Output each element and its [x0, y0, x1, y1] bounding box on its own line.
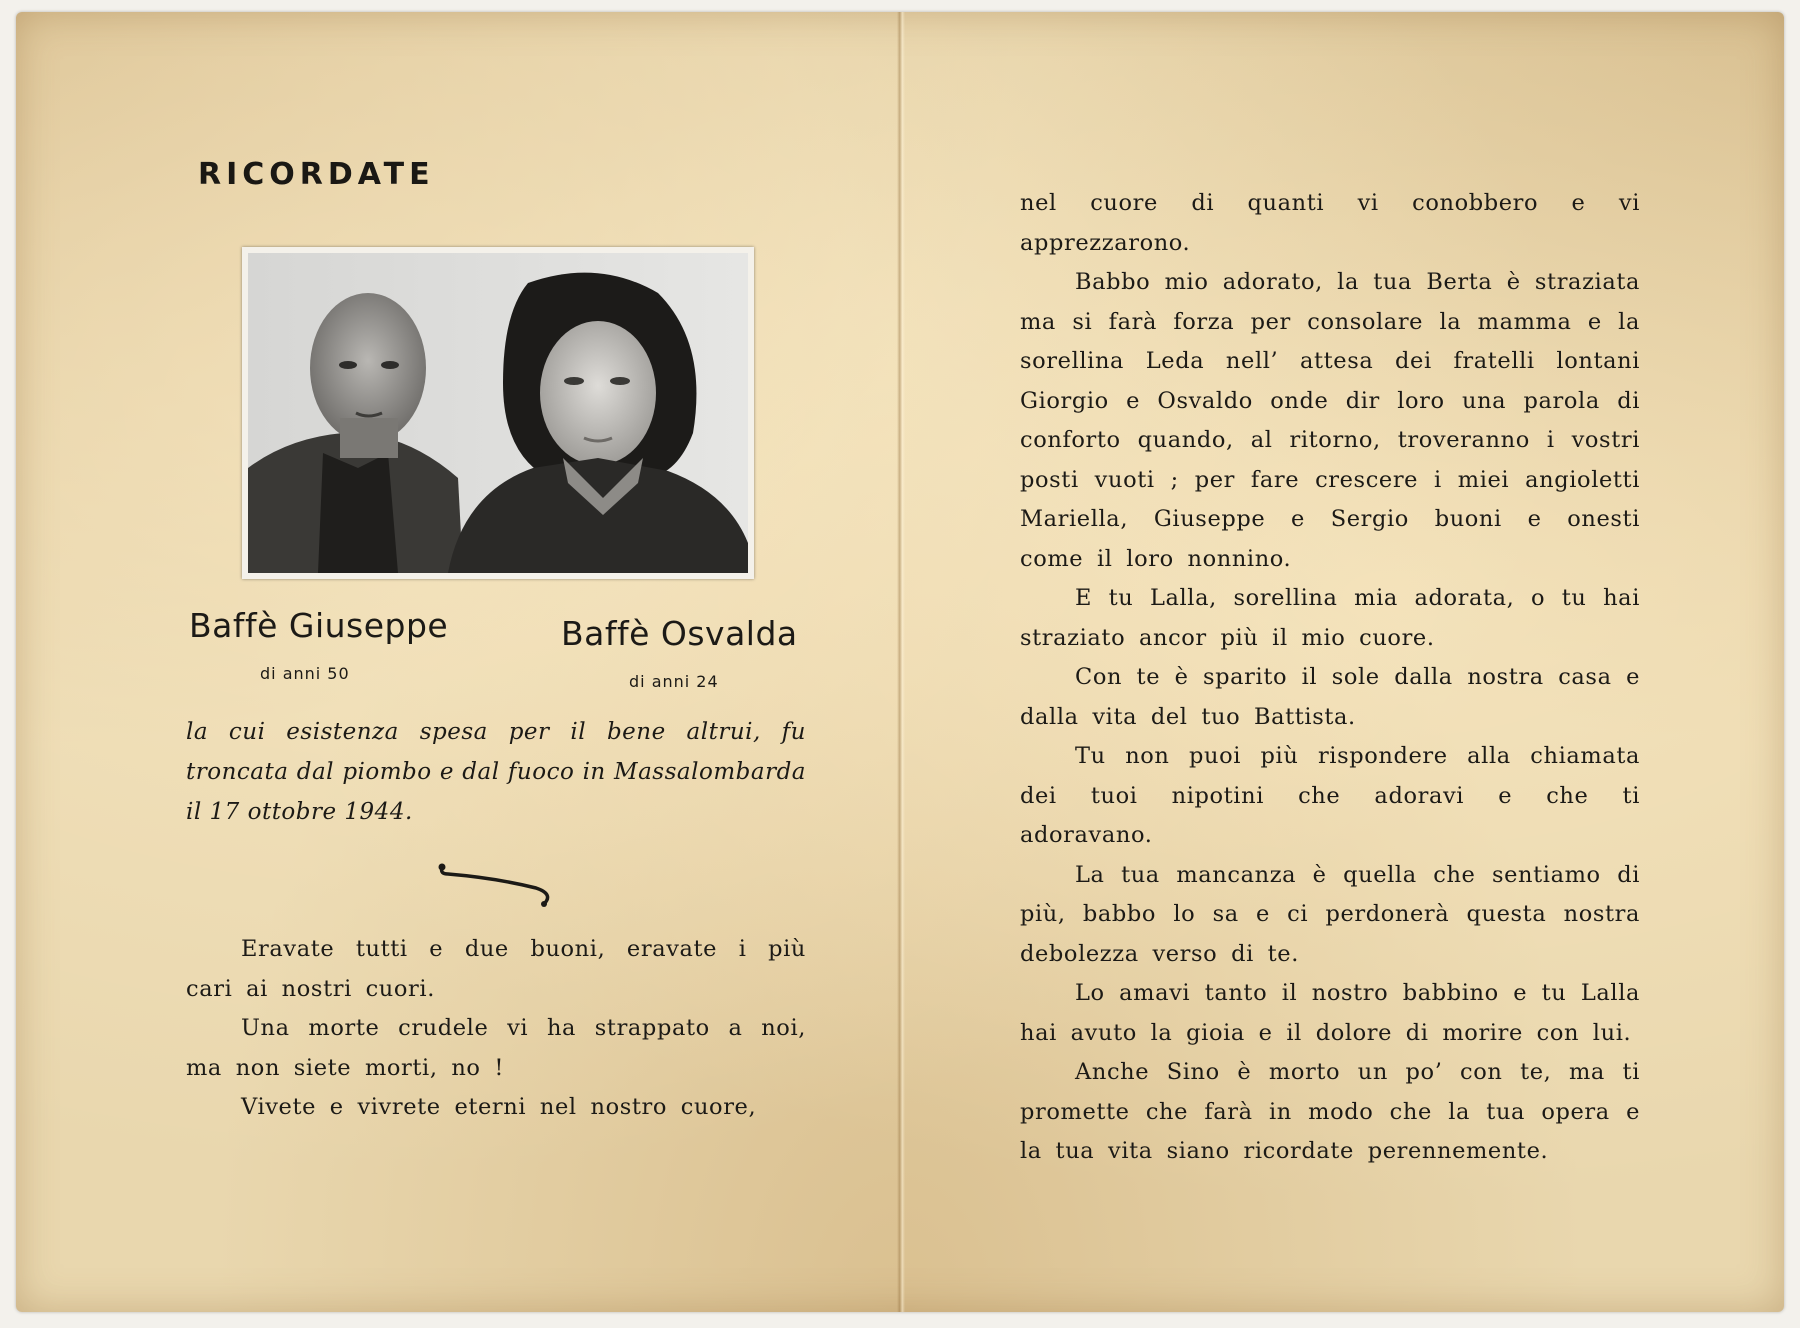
portrait-photo-image — [248, 253, 748, 573]
right-paragraph: Babbo mio adorato, la tua Berta è straziata ma si farà forza per consolare la mamma e la sorellina Leda nell’ attesa dei fratelli lontani Giorgio e Osvaldo onde dir loro una parola di conforto quando, al ritorno, troveranno i vostri posti vuoti ; per fare crescere i miei angioletti Mariella, Giuseppe e Sergio buoni e onesti come il loro nonnino. — [1020, 269, 1640, 572]
left-paragraph: Vivete e vivrete eterni nel nostro cuore, — [241, 1094, 757, 1120]
left-body-text — [186, 930, 806, 1128]
dedication-paragraph: la cui esistenza spesa per il bene altrui, fu troncata dal piombo e dal fuoco in Massalombarda il 17 ottobre 1944. — [186, 719, 806, 825]
dedication-text — [186, 712, 806, 832]
right-page — [905, 12, 1784, 1312]
person2-name: Baffè Osvalda — [561, 614, 798, 653]
right-paragraph: E tu Lalla, sorellina mia adorata, o tu hai straziato ancor più il mio cuore. — [1020, 585, 1640, 651]
person1-name: Baffè Giuseppe — [189, 606, 449, 645]
person1-age: di anni 50 — [260, 664, 350, 683]
left-paragraph: Eravate tutti e due buoni, eravate i più cari ai nostri cuori. — [186, 936, 806, 1002]
page-heading: RICORDATE — [198, 157, 435, 192]
right-paragraph: nel cuore di quanti vi conobbero e vi apprezzarono. — [1020, 190, 1640, 256]
right-paragraph: Anche Sino è morto un po’ con te, ma ti promette che farà in modo che la tua opera e la tua vita siano ricordate perennemente. — [1020, 1059, 1640, 1164]
person2-age: di anni 24 — [629, 672, 719, 691]
flourish-ornament — [436, 860, 556, 910]
left-paragraph: Una morte crudele vi ha strappato a noi, ma non siete morti, no ! — [186, 1015, 806, 1081]
portrait-photo — [242, 247, 754, 579]
right-paragraph: Lo amavi tanto il nostro babbino e tu Lalla hai avuto la gioia e il dolore di morire con lui. — [1020, 980, 1640, 1046]
right-paragraph: Tu non puoi più rispondere alla chiamata dei tuoi nipotini che adoravi e che ti adoravano. — [1020, 743, 1640, 848]
center-fold — [897, 12, 905, 1312]
right-body-text — [1020, 184, 1640, 1172]
right-paragraph: La tua mancanza è quella che sentiamo di più, babbo lo sa e ci perdonerà questa nostra debolezza verso di te. — [1020, 861, 1640, 967]
left-page — [16, 12, 897, 1312]
right-paragraph: Con te è sparito il sole dalla nostra casa e dalla vita del tuo Battista. — [1020, 664, 1640, 730]
